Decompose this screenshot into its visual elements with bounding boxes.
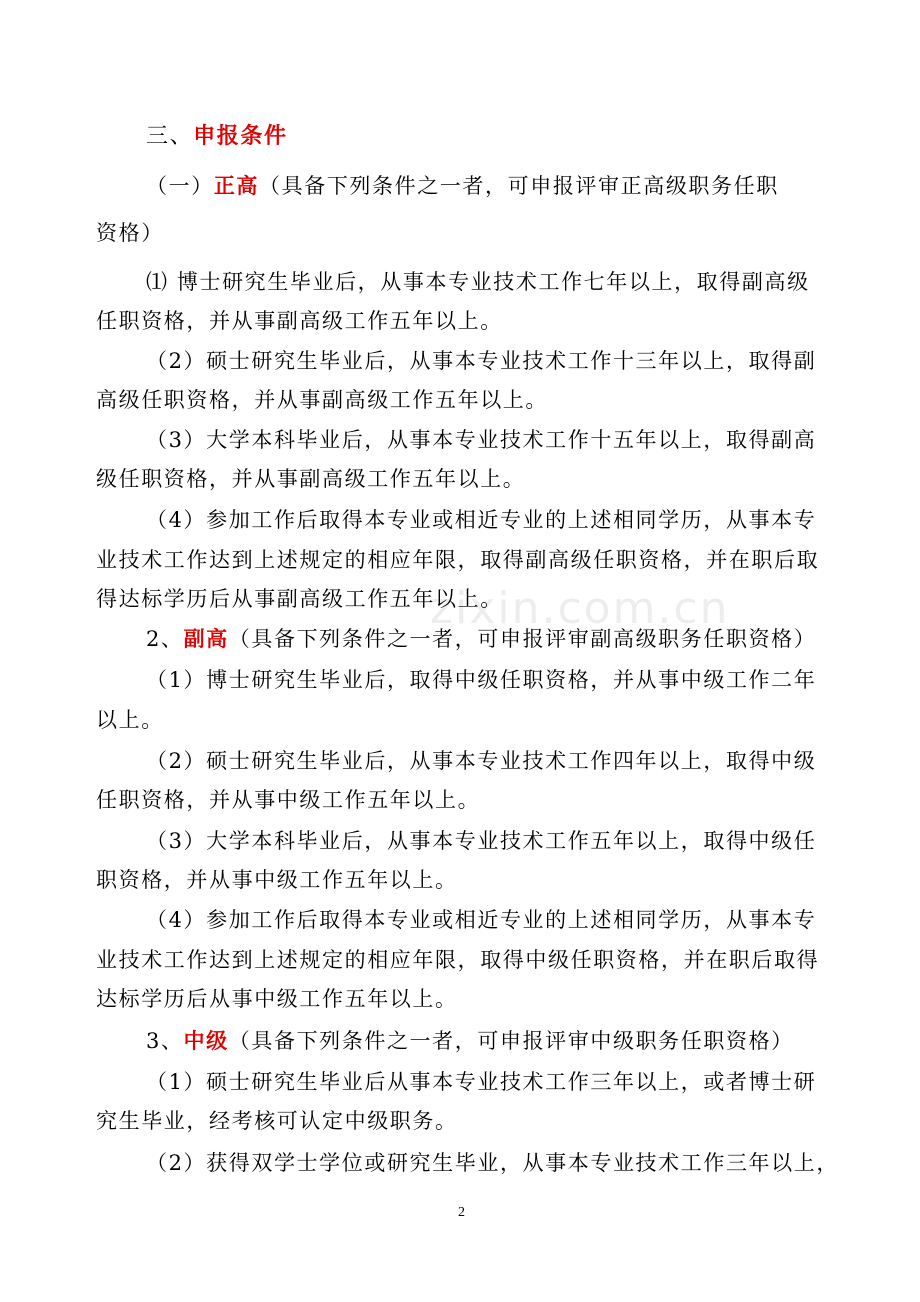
zhenggao-item-4-line1: （4）参加工作后取得本专业或相近专业的上述相同学历，从事本专: [146, 508, 817, 532]
zhenggao-item-4-line3: 得达标学历后从事副高级工作五年以上。: [96, 587, 503, 611]
fugao-item-1-line1: （1）博士研究生毕业后，取得中级任职资格，并从事中级工作二年: [146, 668, 817, 692]
zhenggao-heading-text: （具备下列条件之一者，可申报评审正高级职务任职: [259, 174, 779, 198]
zhenggao-item-3-line1: （3）大学本科毕业后，从事本专业技术工作十五年以上，取得副高: [146, 428, 817, 452]
fugao-item-4-line3: 达标学历后从事中级工作五年以上。: [96, 987, 458, 1011]
zhenggao-heading-cont: 资格）: [96, 221, 164, 245]
fugao-item-1-line2: 以上。: [96, 708, 164, 732]
fugao-label: 副高: [183, 626, 229, 651]
section-heading: [146, 121, 288, 152]
section-title: 申报条件: [193, 123, 288, 149]
fugao-item-2-line2: 任职资格，并从事中级工作五年以上。: [96, 788, 481, 812]
section-number: 三、: [146, 124, 194, 149]
fugao-item-3-line1: （3）大学本科毕业后，从事本专业技术工作五年以上，取得中级任: [146, 829, 817, 853]
zhongji-item-1-line1: （1）硕士研究生毕业后从事本专业技术工作三年以上，或者博士研: [146, 1070, 817, 1094]
zhenggao-item-4-line2: 业技术工作达到上述规定的相应年限，取得副高级任职资格，并在职后取: [96, 548, 820, 572]
zhenggao-item-1-line2: 任职资格，并从事副高级工作五年以上。: [96, 309, 503, 333]
zhongji-heading-text: （具备下列条件之一者，可申报评审中级职务任职资格）: [228, 1029, 794, 1053]
zhenggao-heading: [146, 171, 779, 201]
watermark: zixin.com.cn: [430, 583, 730, 634]
zhenggao-item-1-line1: ⑴ 博士研究生毕业后，从事本专业技术工作七年以上，取得副高级: [146, 270, 810, 294]
fugao-heading-text: （具备下列条件之一者，可申报评审副高级职务任职资格）: [228, 627, 817, 651]
page-number: 2: [458, 1205, 465, 1220]
zhenggao-item-2-line1: （2）硕士研究生毕业后，从事本专业技术工作十三年以上，取得副: [146, 349, 817, 373]
zhongji-prefix: 3、: [146, 1029, 184, 1053]
zhongji-item-1-line2: 究生毕业，经考核可认定中级职务。: [96, 1109, 458, 1133]
zhenggao-label: 正高: [213, 173, 260, 198]
fugao-prefix: 2、: [146, 627, 184, 651]
zhenggao-prefix: （一）: [146, 174, 214, 198]
fugao-item-4-line1: （4）参加工作后取得本专业或相近专业的上述相同学历，从事本专: [146, 908, 817, 932]
zhenggao-item-2-line2: 高级任职资格，并从事副高级工作五年以上。: [96, 388, 548, 412]
zhenggao-item-3-line2: 级任职资格，并从事副高级工作五年以上。: [96, 467, 526, 491]
zhongji-item-2-line1: （2）获得双学士学位或研究生毕业，从事本专业技术工作三年以上，: [146, 1151, 839, 1175]
fugao-item-2-line1: （2）硕士研究生毕业后，从事本专业技术工作四年以上，取得中级: [146, 749, 817, 773]
zhongji-label: 中级: [183, 1028, 229, 1053]
zhongji-heading: [146, 1026, 794, 1056]
fugao-item-3-line2: 职资格，并从事中级工作五年以上。: [96, 868, 458, 892]
fugao-item-4-line2: 业技术工作达到上述规定的相应年限，取得中级任职资格，并在职后取得: [96, 948, 820, 972]
